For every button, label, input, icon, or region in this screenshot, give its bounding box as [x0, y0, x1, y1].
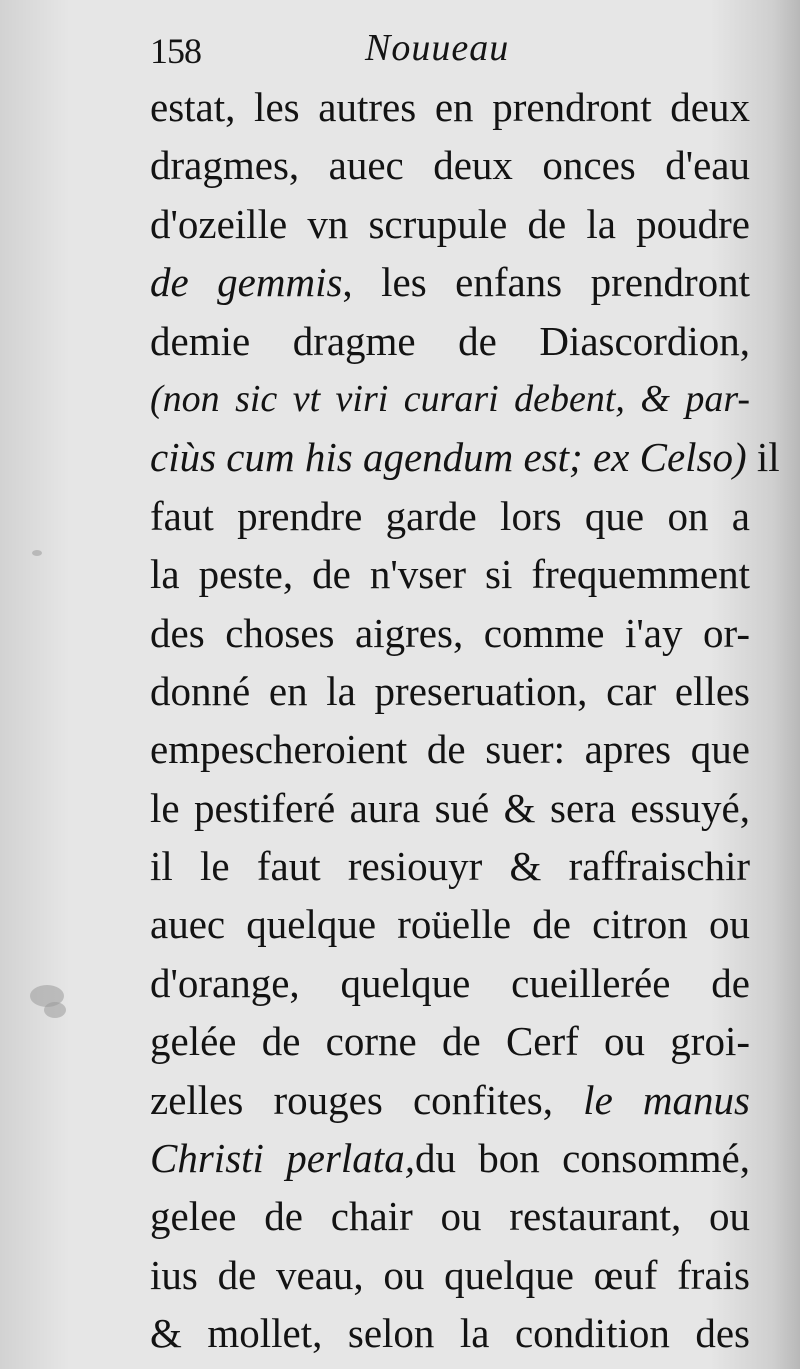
page-edge-shadow-left: [0, 0, 70, 1369]
text-line: zelles rouges confites, le manus: [150, 1076, 750, 1123]
text-line: le pestiferé aura sué & sera essuyé,: [150, 784, 750, 831]
text-line: la peste, de n'vser si frequemment: [150, 551, 750, 598]
text-line: faut prendre garde lors que on a: [150, 492, 750, 539]
running-head: [150, 22, 750, 82]
text-line: & mollet, selon la condition des: [150, 1310, 750, 1357]
text-line: de gemmis, les enfans prendront: [150, 259, 750, 306]
ink-speck: [32, 550, 42, 556]
text-line: des choses aigres, comme i'ay or-: [150, 609, 750, 656]
text-line: empescheroient de suer: apres que: [150, 726, 750, 773]
text-line: (non sic vt viri curari debent, & par-: [150, 377, 750, 420]
page-number: 158: [150, 31, 201, 71]
text-line: ius de veau, ou quelque œuf frais: [150, 1251, 750, 1298]
ink-smudge: [44, 1002, 66, 1018]
text-line: donné en la preseruation, car elles: [150, 667, 750, 714]
text-line: demie dragme de Diascordion,: [150, 317, 750, 364]
text-line: il le faut resiouyr & raffraischir: [150, 843, 750, 890]
running-title: Nouueau: [365, 27, 510, 69]
text-line: dragmes, auec deux onces d'eau: [150, 142, 750, 189]
text-line: gelee de chair ou restaurant, ou: [150, 1193, 750, 1240]
text-line: Christi perlata,du bon consommé,: [150, 1135, 750, 1182]
text-line: estat, les autres en prendront deux: [150, 84, 750, 130]
text-line: d'orange, quelque cueillerée de: [150, 959, 750, 1006]
text-line: gelée de corne de Cerf ou groi-: [150, 1018, 750, 1065]
body-text: [150, 78, 780, 1363]
text-line: ciùs cum his agendum est; ex Celso) il: [150, 434, 780, 481]
text-line: auec quelque roüelle de citron ou: [150, 901, 750, 948]
text-line: d'ozeille vn scrupule de la poudre: [150, 200, 750, 247]
